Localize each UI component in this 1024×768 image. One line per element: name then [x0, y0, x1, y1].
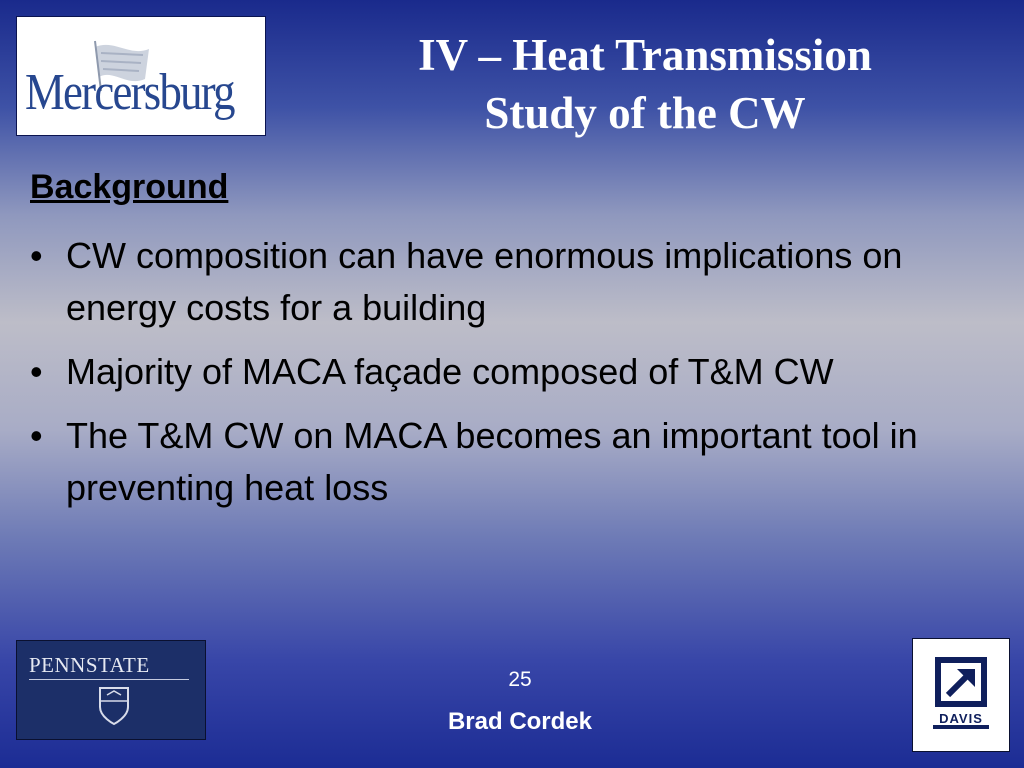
- pennstate-wordmark: PENNSTATE: [29, 653, 150, 677]
- bullet-text: Majority of MACA façade composed of T&M CW: [66, 351, 834, 392]
- pennstate-logo: [16, 640, 206, 740]
- logo-divider: [29, 679, 189, 680]
- davis-wordmark: DAVIS: [939, 711, 983, 726]
- title-line-1: IV – Heat Transmission: [418, 30, 872, 80]
- bullet-text: The T&M CW on MACA becomes an important tool in preventing heat loss: [66, 415, 918, 508]
- section-heading: Background: [30, 168, 229, 206]
- page-number: 25: [508, 668, 532, 691]
- mercersburg-wordmark: Mercersburg: [25, 64, 234, 121]
- shield-icon: [97, 685, 131, 727]
- bullet-dot-icon: •: [30, 415, 43, 456]
- davis-arrow-icon: [913, 639, 1009, 751]
- bullet-item: [30, 346, 990, 398]
- title-line-2: Study of the CW: [484, 88, 806, 138]
- bullet-item: [30, 410, 990, 514]
- bullet-item: [30, 230, 990, 334]
- bullet-text: CW composition can have enormous implications on energy costs for a building: [66, 235, 903, 328]
- author-name: Brad Cordek: [447, 708, 593, 735]
- slide-title: [300, 26, 990, 142]
- bullet-list: [30, 230, 990, 526]
- bullet-dot-icon: •: [30, 351, 43, 392]
- davis-logo: [912, 638, 1010, 752]
- bullet-dot-icon: •: [30, 235, 43, 276]
- mercersburg-logo: [16, 16, 266, 136]
